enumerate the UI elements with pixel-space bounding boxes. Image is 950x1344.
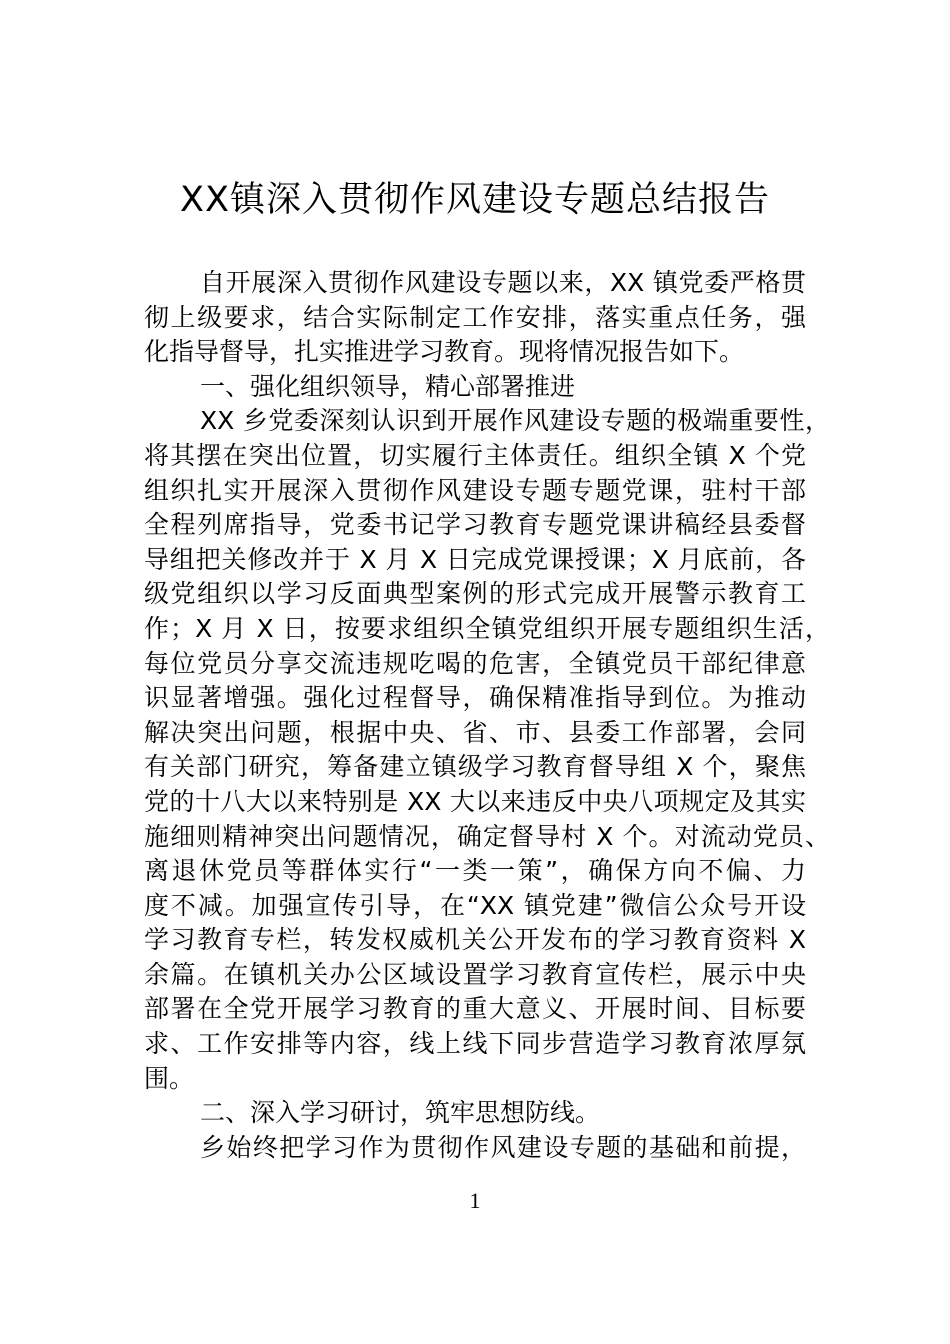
document-body [144,266,830,1165]
paragraph-line: XX 乡党委深刻认识到开展作风建设专题的极端重要性， [200,406,830,436]
paragraph-line: 党的十八大以来特别是 XX 大以来违反中央八项规定及其实 [144,786,806,816]
section-heading: 二、深入学习研讨，筑牢思想防线。 [200,1098,601,1128]
paragraph-line: 级党组织以学习反面典型案例的形式完成开展警示教育工 [144,579,806,609]
paragraph-line: 有关部门研究，筹备建立镇级学习教育督导组 X 个，聚焦 [144,752,806,782]
paragraph-line: 每位党员分享交流违规吃喝的危害，全镇党员干部纪律意 [144,648,806,678]
paragraph-line: 组织扎实开展深入贯彻作风建设专题专题党课，驻村干部 [144,475,806,505]
paragraph-line: 彻上级要求，结合实际制定工作安排，落实重点任务，强 [144,302,806,332]
paragraph-line: 化指导督导，扎实推进学习教育。现将情况报告如下。 [144,337,745,367]
paragraph-line: 施细则精神突出问题情况，确定督导村 X 个。对流动党员、 [144,821,830,851]
page-number: 1 [469,1188,481,1213]
document-title: XX镇深入贯彻作风建设专题总结报告 [180,180,770,220]
paragraph-line: 部署在全党开展学习教育的重大意义、开展时间、目标要 [144,994,806,1024]
paragraph-line: 余篇。在镇机关办公区域设置学习教育宣传栏，展示中央 [144,959,806,989]
section-heading: 一、强化组织领导，精心部署推进 [200,371,576,401]
paragraph-line: 围。 [144,1063,195,1093]
paragraph-line: 导组把关修改并于 X 月 X 日完成党课授课；X 月底前，各 [144,544,806,574]
paragraph-line: 求、工作安排等内容，线上线下同步营造学习教育浓厚氛 [144,1029,806,1059]
paragraph-line: 全程列席指导，党委书记学习教育专题党课讲稿经县委督 [144,510,806,540]
paragraph-line: 乡始终把学习作为贯彻作风建设专题的基础和前提， [200,1132,806,1162]
paragraph-line: 识显著增强。强化过程督导，确保精准指导到位。为推动 [144,683,806,713]
paragraph-line: 将其摆在突出位置，切实履行主体责任。组织全镇 X 个党 [144,440,806,470]
paragraph-line: 解决突出问题，根据中央、省、市、县委工作部署，会同 [144,717,806,747]
paragraph-line: 度不减。加强宣传引导，在“XX 镇党建”微信公众号开设 [144,890,806,920]
paragraph-line: 学习教育专栏，转发权威机关公开发布的学习教育资料 X [144,925,806,955]
paragraph-line: 自开展深入贯彻作风建设专题以来，XX 镇党委严格贯 [200,268,806,297]
paragraph-line: 作；X 月 X 日，按要求组织全镇党组织开展专题组织生活， [144,613,830,643]
paragraph-line: 离退休党员等群体实行“一类一策”，确保方向不偏、力 [144,856,806,886]
